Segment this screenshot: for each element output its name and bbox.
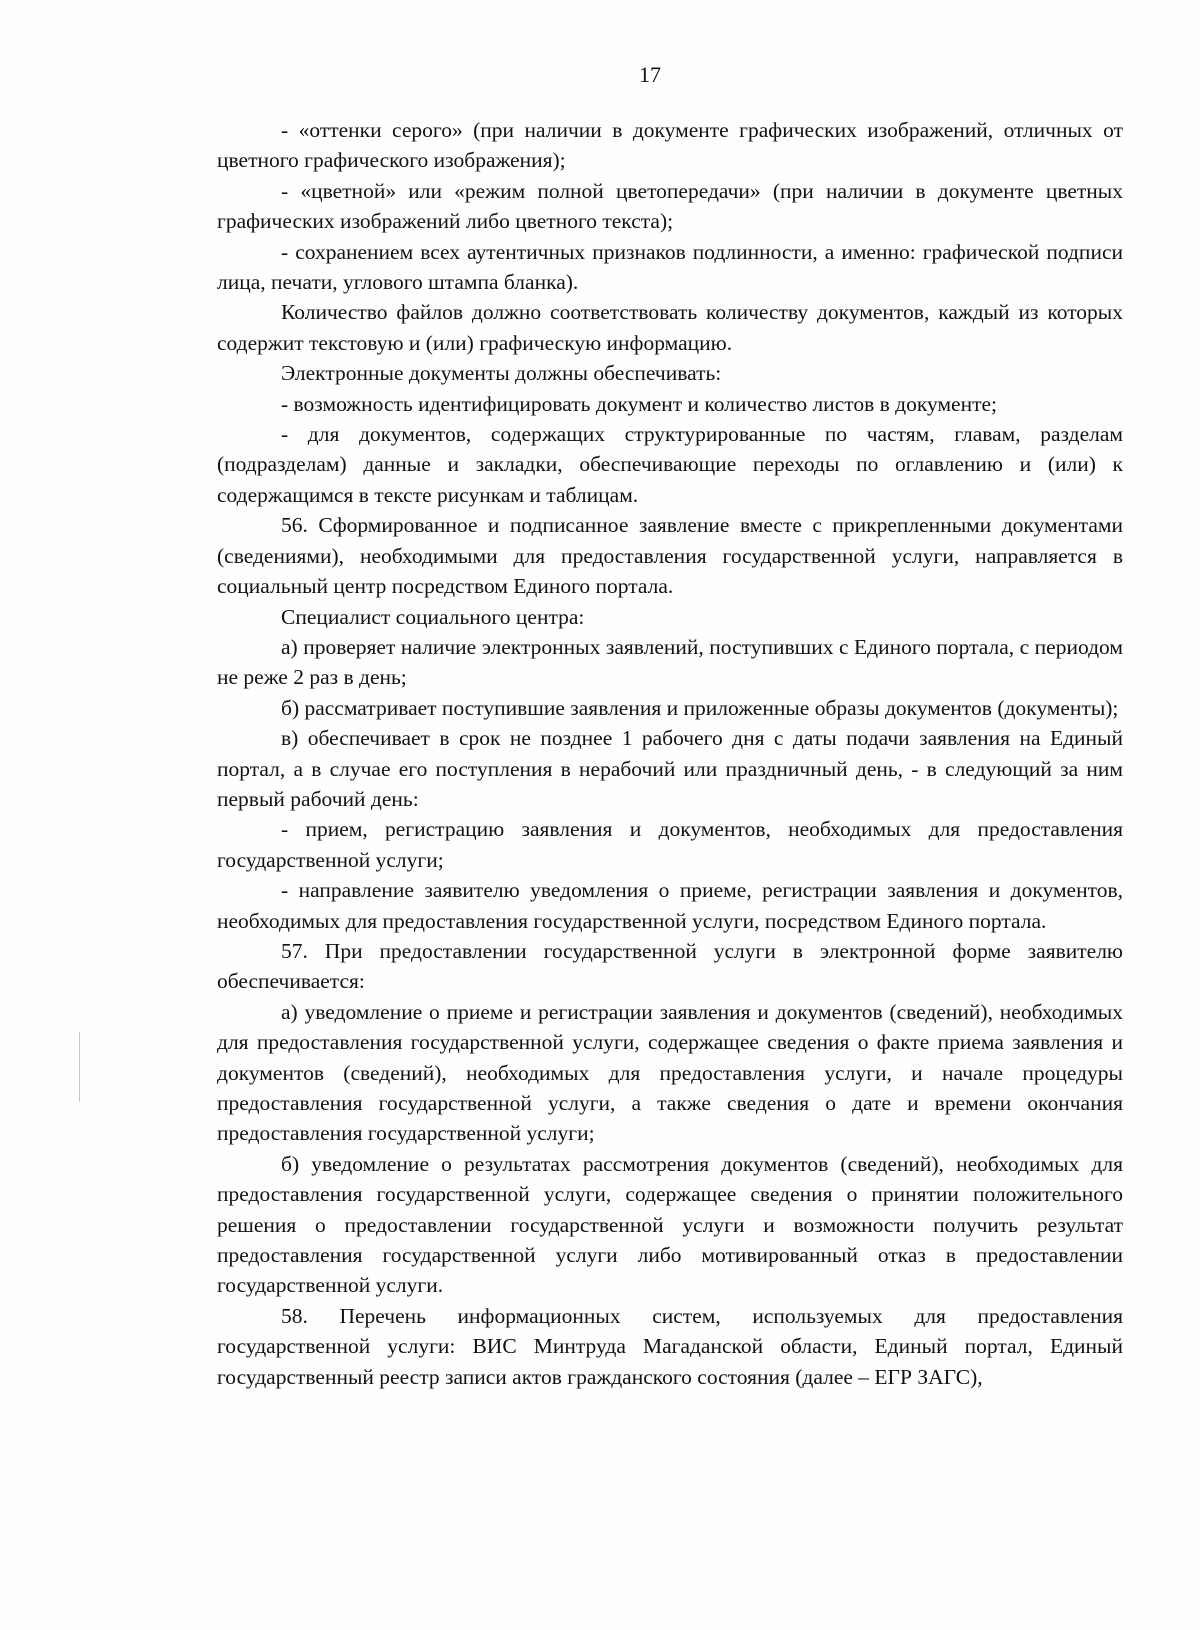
paragraph: - сохранением всех аутентичных признаков подлинности, а именно: графической подписи лица, печати, углового штампа бланка).: [217, 239, 1123, 295]
paragraph: - возможность идентифицировать документ и количество листов в документе;: [281, 391, 998, 416]
paragraph: в) обеспечивает в срок не позднее 1 рабочего дня с даты подачи заявления на Единый портал, а в случае его поступления в нерабочий или праздничный день, - в следующий за ним первый рабочий день:: [217, 726, 1123, 811]
paragraph: Количество файлов должно соответствовать количеству документов, каждый из которых содержит текстовую и (или) графическую информацию.: [217, 300, 1123, 355]
document-body: [217, 115, 1123, 1392]
paragraph: Электронные документы должны обеспечивать:: [281, 361, 722, 386]
scan-artifact-line: [79, 1032, 80, 1102]
page-number: 17: [639, 62, 661, 87]
paragraph: 57. При предоставлении государственной услуги в электронной форме заявителю обеспечивается:: [217, 938, 1123, 994]
paragraph: а) уведомление о приеме и регистрации заявления и документов (сведений), необходимых для предоставления государственной услуги, содержащее сведения о факте приема заявления и документов (сведений), необходимых для предоставления услуги, и начале процедуры предоставления государственной услуги, а также сведения о дате и времени окончания предоставления государственной услуги;: [217, 999, 1123, 1146]
paragraph: б) рассматривает поступившие заявления и приложенные образы документов (документы);: [281, 695, 1119, 720]
paragraph: б) уведомление о результатах рассмотрения документов (сведений), необходимых для предоставления государственной услуги, содержащее сведения о принятии положительного решения о предоставлении государственной услуги и возможности получить результат предоставления государственной услуги либо мотивированный отказ в предоставлении государственной услуги.: [217, 1151, 1123, 1298]
paragraph: - прием, регистрацию заявления и документов, необходимых для предоставления государственной услуги;: [217, 817, 1123, 872]
paragraph: 56. Сформированное и подписанное заявление вместе с прикрепленными документами (сведениями), необходимыми для предоставления государственной услуги, направляется в социальный центр посредством Единого портала.: [217, 513, 1123, 599]
paragraph: 58. Перечень информационных систем, используемых для предоставления государственной услуги: ВИС Минтруда Магаданской области, Единый портал, Единый государственный реестр записи актов гражданского состояния (далее – ЕГР ЗАГС),: [217, 1303, 1123, 1389]
paragraph: а) проверяет наличие электронных заявлений, поступивших с Единого портала, с периодом не реже 2 раз в день;: [217, 634, 1123, 690]
paragraph: - для документов, содержащих структурированные по частям, главам, разделам (подразделам) данные и закладки, обеспечивающие переходы по оглавлению и (или) к содержащимся в тексте рисункам и таблицам.: [217, 422, 1123, 507]
paragraph: - направление заявителю уведомления о приеме, регистрации заявления и документов, необходимых для предоставления государственной услуги, посредством Единого портала.: [217, 878, 1123, 933]
paragraph: Специалист социального центра:: [281, 604, 585, 629]
paragraph: - «оттенки серого» (при наличии в документе графических изображений, отличных от цветного графического изображения);: [217, 118, 1123, 173]
paragraph: - «цветной» или «режим полной цветопередачи» (при наличии в документе цветных графических изображений либо цветного текста);: [217, 178, 1123, 234]
